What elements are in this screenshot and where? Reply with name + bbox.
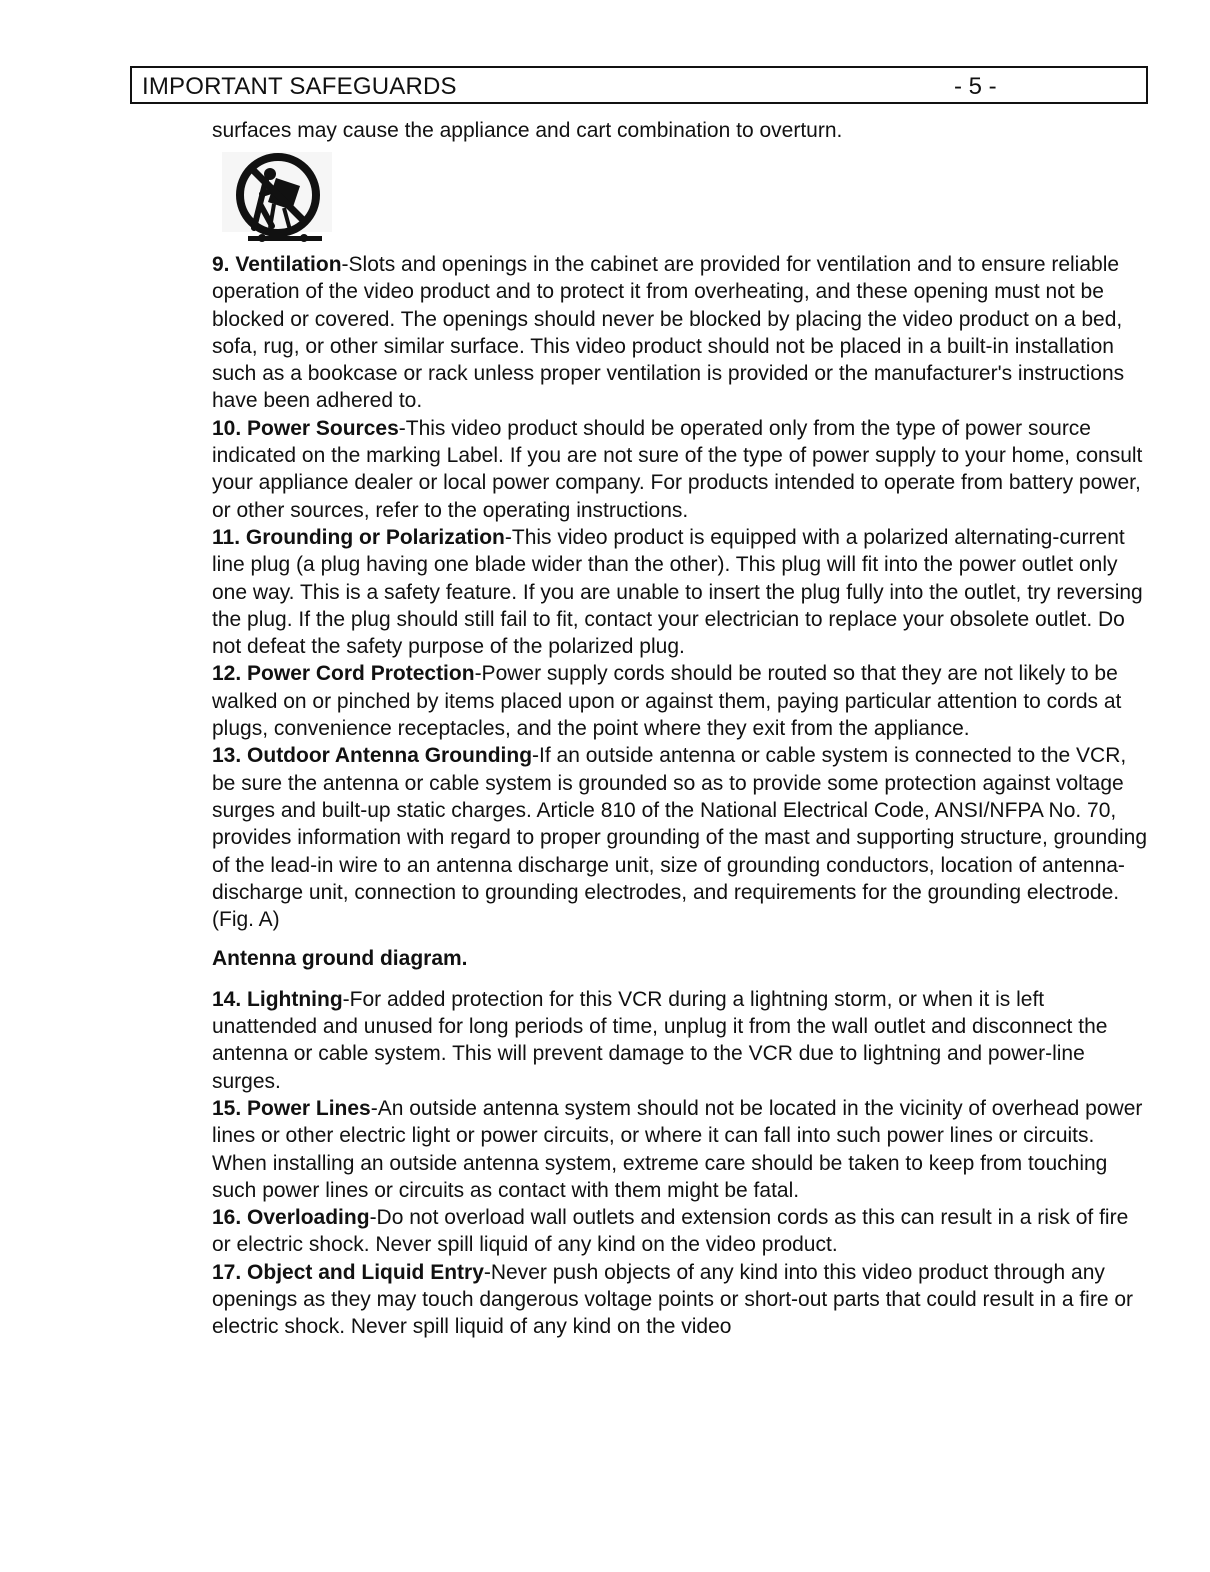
item-text: -An outside antenna system should not be located in the vicinity of overhead power lines or other electric light or power circuits, or where it can fall into such power lines or circuits. When installing an outside antenna system, extreme care should be taken to keep from touching such power lines or circuits as contact with them might be fatal. <box>212 1096 1143 1202</box>
section-title: IMPORTANT SAFEGUARDS <box>142 73 457 100</box>
item-text: -Never push objects of any kind into this video product through any openings as they may touch dangerous voltage points or short-out parts that could result in a fire or electric shock. Never spill liquid of any kind on the video <box>212 1260 1134 1339</box>
page-header <box>130 66 1148 104</box>
safeguard-item-16 <box>212 1204 1152 1259</box>
safeguards-text <box>212 251 1152 1341</box>
item-title: 17. Object and Liquid Entry <box>212 1260 484 1284</box>
item-text: -This video product is equipped with a polarized alternating-current line plug (a plug having one blade wider than the other). This plug will fit into the power outlet only one way. This is a safety feature. If you are unable to insert the plug fully into the outlet, try reversing the plug. If the plug should still fail to fit, contact your electrician to replace your obsolete outlet. Do not defeat the safety purpose of the polarized plug. <box>212 525 1143 659</box>
item-text: -For added protection for this VCR during a lightning storm, or when it is left unattended and unused for long periods of time, unplug it from the wall outlet and disconnect the antenna or cable system. This will prevent damage to the VCR due to lightning and power-line surges. <box>212 987 1108 1093</box>
safeguard-item-14 <box>212 986 1152 1095</box>
item-title: 9. Ventilation <box>212 253 342 276</box>
safeguard-item-15 <box>212 1095 1152 1204</box>
page-number: - 5 - <box>954 73 997 100</box>
item-title: 16. Overloading <box>212 1206 370 1230</box>
item-text: -This video product should be operated only from the type of power source indicated on the marking Label. If you are not sure of the type of power supply to your home, consult your appliance dealer or local power company. For products intended to operate from battery power, or other sources, refer to the operating instructions. <box>212 416 1143 522</box>
item-title: 12. Power Cord Protection <box>212 662 475 686</box>
item-text: -Power supply cords should be routed so that they are not likely to be walked on or pinched by items placed upon or against them, paying particular attention to cords at plugs, convenience receptacles, and the point where they exit from the appliance. <box>212 662 1122 741</box>
item-title: 14. Lightning <box>212 987 343 1011</box>
item-text: -Do not overload wall outlets and extension cords as this can result in a risk of fire or electric shock. Never spill liquid of any kind on the video product. <box>212 1206 1129 1257</box>
safeguard-item-17 <box>212 1259 1152 1341</box>
item-title: 10. Power Sources <box>212 416 399 440</box>
item-title: 11. Grounding or Polarization <box>212 525 505 549</box>
item-title: 15. Power Lines <box>212 1096 371 1120</box>
item-text: -Slots and openings in the cabinet are provided for ventilation and to ensure reliable operation of the video product and to protect it from overheating, and these opening must not be blocked or covered. The openings should never be blocked by placing the video product on a bed, sofa, rug, or other similar surface. This video product should not be placed in a built-in installation such as a bookcase or rack unless proper ventilation is provided or the manufacturer's instructions have been adhered to. <box>212 253 1125 413</box>
diagram-caption: Antenna ground diagram. <box>212 947 468 971</box>
intro-text: surfaces may cause the appliance and cart combination to overturn. <box>212 119 843 142</box>
safeguard-item-11 <box>212 524 1152 660</box>
cart-warning-symbol <box>218 148 336 250</box>
safeguard-item-12 <box>212 660 1152 742</box>
item-title: 13. Outdoor Antenna Grounding <box>212 744 533 768</box>
safeguard-item-13 <box>212 742 1152 933</box>
cart-tip-over-warning-icon <box>218 148 336 250</box>
item-text: -If an outside antenna or cable system is connected to the VCR, be sure the antenna or cable system is grounded so as to provide some protection against voltage surges and built-up static charges. Article 810 of the National Electrical Code, ANSI/NFPA No. 70, provides information with regard to proper grounding of the mast and supporting structure, grounding of the lead-in wire to an antenna discharge unit, size of grounding conductors, location of antenna-discharge unit, connection to grounding electrodes, and requirements for the grounding electrode. (Fig. A) <box>212 744 1148 932</box>
safeguard-item-10 <box>212 415 1152 524</box>
safeguard-item-9 <box>212 251 1152 415</box>
